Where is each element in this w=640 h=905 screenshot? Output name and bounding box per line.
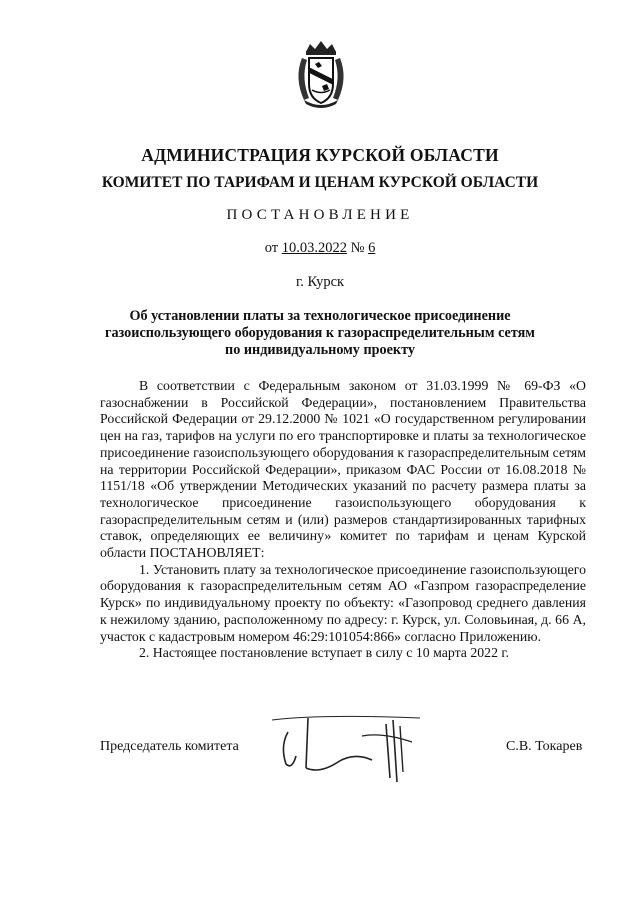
- item-1-paragraph: 1. Установить плату за технологическое присоединение газоиспользующего оборудования к газораспределительным сетям АО «Газпром газораспределение Курск» по индивидуальному проекту по объекту: «Газопровод среднего давления к нежилому зданию, расположенному по адресу: г. Курск, ул. Соловьиная, д. 66 А, участок с кадастровым номером 46:29:101054:866» согласно Приложению.: [100, 561, 586, 644]
- subject-line: газоиспользующего оборудования к газораспределительным сетям: [105, 325, 535, 341]
- number-prefix: №: [350, 240, 365, 256]
- coat-of-arms-icon: [292, 38, 350, 110]
- document-body: [100, 378, 586, 662]
- document-type: ПОСТАНОВЛЕНИЕ: [226, 207, 414, 223]
- subject-line: по индивидуальному проекту: [225, 342, 415, 358]
- organization-title: АДМИНИСТРАЦИЯ КУРСКОЙ ОБЛАСТИ: [141, 145, 499, 165]
- preamble-paragraph: В соответствии с Федеральным законом от 31.03.1999 № 69-ФЗ «О газоснабжении в Российской Федерации», постановлением Правительства Российской Федерации от 29.12.2000 № 1021 «О государственном регулировании цен на газ, тарифов на услуги по его транспортировке и платы за технологическое присоединение газоиспользующего оборудования к газораспределительным сетям на территории Российской Федерации», приказом ФАС России от 16.08.2018 № 1151/18 «Об утверждении Методических указаний по расчету размера платы за технологическое присоединение газоиспользующего оборудования к газораспределительным сетям и (или) размеров стандартизированных тарифных ставок, определяющих ее величину» комитет по тарифам и ценам Курской области ПОСТАНОВЛЯЕТ:: [100, 378, 586, 561]
- item-2-paragraph: 2. Настоящее постановление вступает в силу с 10 марта 2022 г.: [139, 645, 509, 661]
- document-date: 10.03.2022: [281, 240, 347, 256]
- signatory-position: Председатель комитета: [100, 739, 239, 754]
- document-subject: [0, 308, 640, 359]
- date-prefix: от: [264, 240, 279, 256]
- handwritten-signature: [262, 712, 424, 784]
- committee-title: КОМИТЕТ ПО ТАРИФАМ И ЦЕНАМ КУРСКОЙ ОБЛАСТИ: [101, 174, 539, 191]
- document-number: 6: [368, 240, 376, 256]
- date-line: [0, 240, 640, 257]
- subject-line: Об установлении платы за технологическое присоединение: [129, 308, 511, 324]
- city: г. Курск: [295, 274, 345, 290]
- signatory-name: С.В. Токарев: [506, 739, 583, 754]
